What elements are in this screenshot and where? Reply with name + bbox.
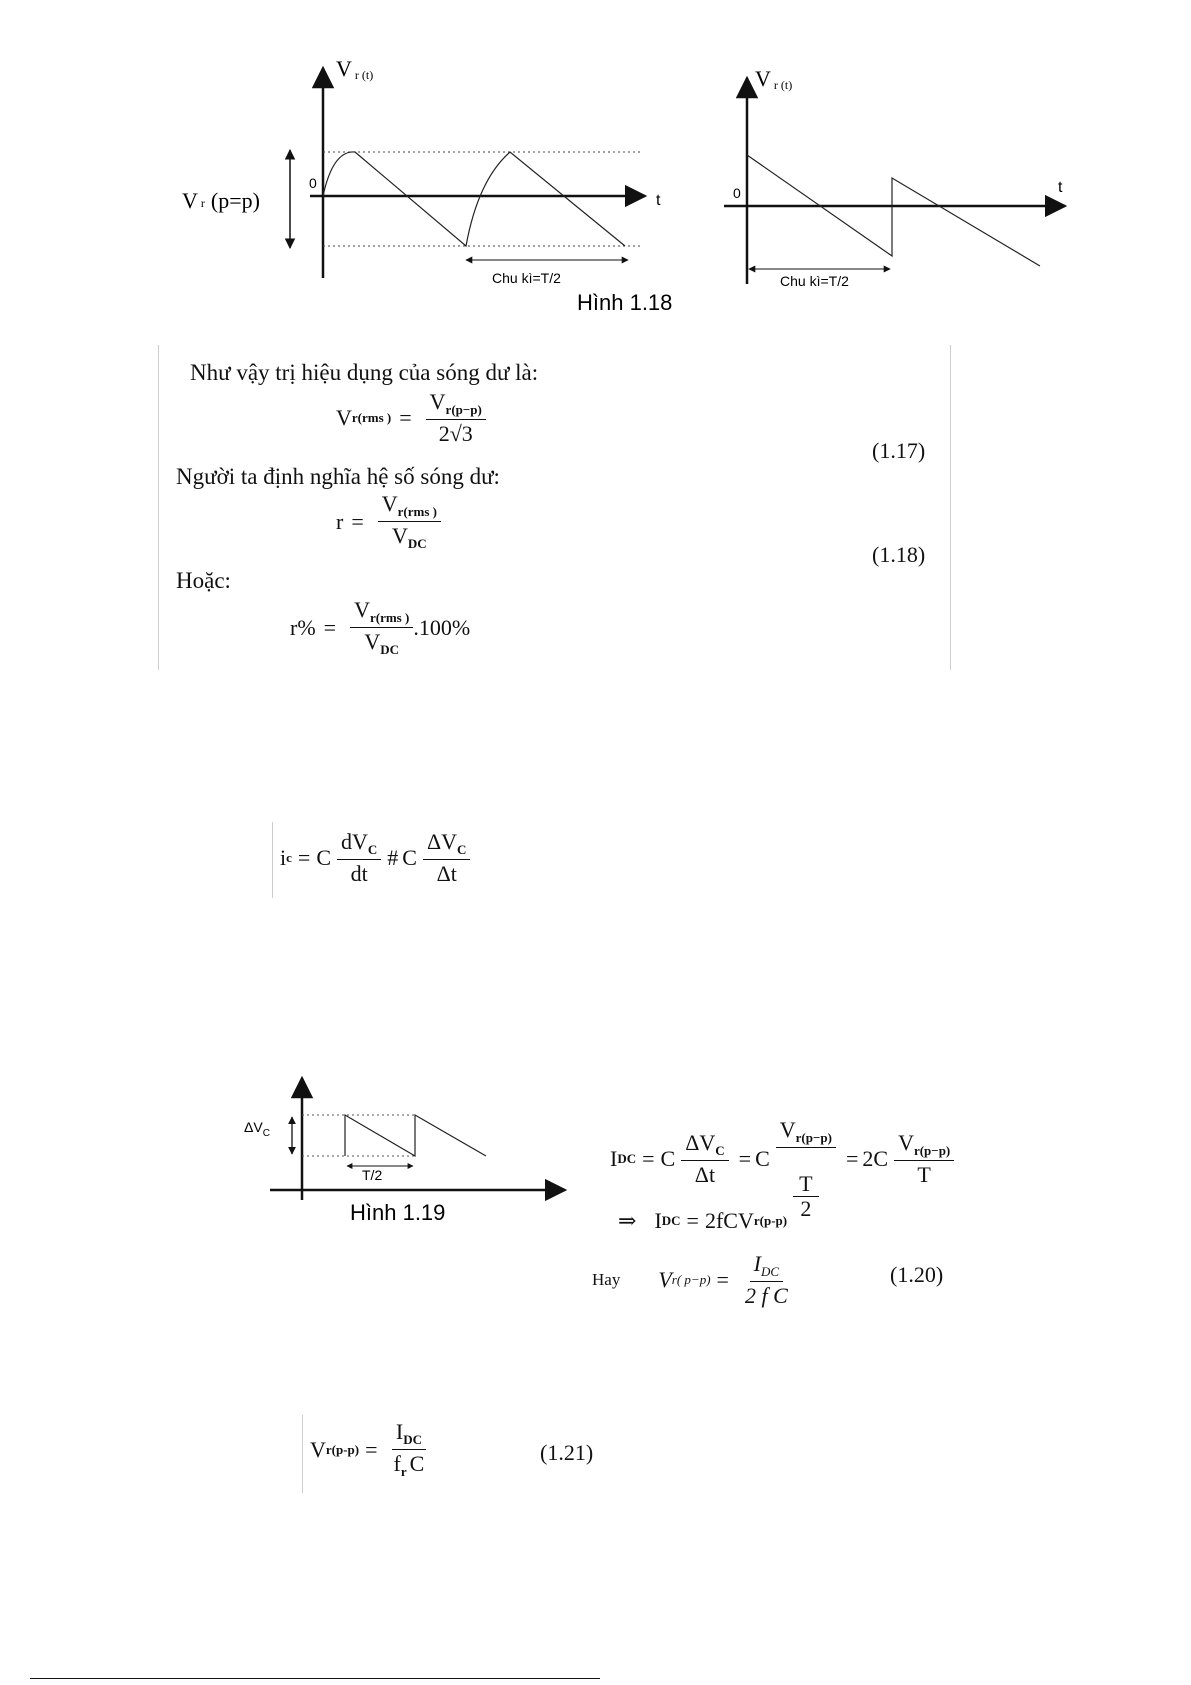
right-x-axis-label: t: [1058, 179, 1063, 196]
left-ripple-plot: [182, 56, 661, 286]
right-period-label: Chu kì=T/2: [780, 273, 849, 289]
ic-left-rule: [272, 822, 273, 898]
equation-1-21: V r(p-p) = $\frac{I_{DC}}{f_r C}$: [310, 1419, 425, 1480]
left-y-axis-label: Vr (t): [336, 56, 374, 82]
equation-idc: I DC = C $\frac{\Delta V_C}{\Delta t}$ = C $V_{r(p-p)}$ T 2 = 2C $\frac{V_{r(p-p)}}{T}$: [610, 1118, 960, 1200]
box-left-rule: [158, 345, 159, 670]
right-origin-label: 0: [733, 185, 741, 201]
equation-1-18: r = $\frac{V_{r(rms )}}{V_{DC}}$: [336, 492, 447, 552]
equation-number-1-17: (1.17): [872, 438, 926, 463]
left-x-axis-label: t: [656, 192, 661, 209]
right-ripple-plot: [724, 66, 1065, 289]
figure-1-19-caption: Hình 1.19: [350, 1200, 446, 1225]
box-line-3: Hoặc:: [176, 568, 231, 593]
box-line-1: Như vậy trị hiệu dụng của sóng dư là:: [190, 360, 539, 385]
equation-number-1-20: (1.20): [890, 1262, 944, 1287]
box-line-2: Người ta định nghĩa hệ số sóng dư:: [176, 464, 500, 489]
equation-1-20: Hay V r( p−p) = $\frac{I_{DC}}{\text{2 f C}}$: [592, 1251, 788, 1309]
figure-1-18-caption: Hình 1.18: [577, 290, 673, 315]
right-y-axis-label: Vr (t): [755, 66, 793, 92]
box-right-rule: [950, 345, 951, 670]
equation-r-percent: r% = $\frac{V_{r(rms )}}{V_{DC}}$ .100%: [290, 597, 471, 658]
left-origin-label: 0: [309, 175, 317, 191]
footer-rule: [30, 1678, 600, 1679]
equation-1-17: V r(rms ) = $\frac{V_{r(p-p)}}{2√3}$: [336, 390, 492, 446]
eq121-left-rule: [302, 1415, 303, 1493]
equation-number-1-18: (1.18): [872, 542, 926, 567]
figure-1-18: [0, 0, 1191, 330]
left-period-label: Chu kì=T/2: [492, 270, 561, 286]
equation-implies: ⇒ I DC = 2fCV r(p-p): [618, 1208, 788, 1233]
delta-vc-label: $\Delta V_C$: [244, 1119, 270, 1139]
equation-number-1-21: (1.21): [540, 1440, 594, 1465]
equation-ic: i c = C $\frac{dV_C}{dt}$ # C $\frac{\Delta V_C}{\Delta t}$: [280, 830, 476, 886]
ptp-label: Vr (p=p): [182, 188, 260, 213]
figure-1-19: [230, 1060, 580, 1230]
t-half-label: T/2: [362, 1167, 383, 1183]
